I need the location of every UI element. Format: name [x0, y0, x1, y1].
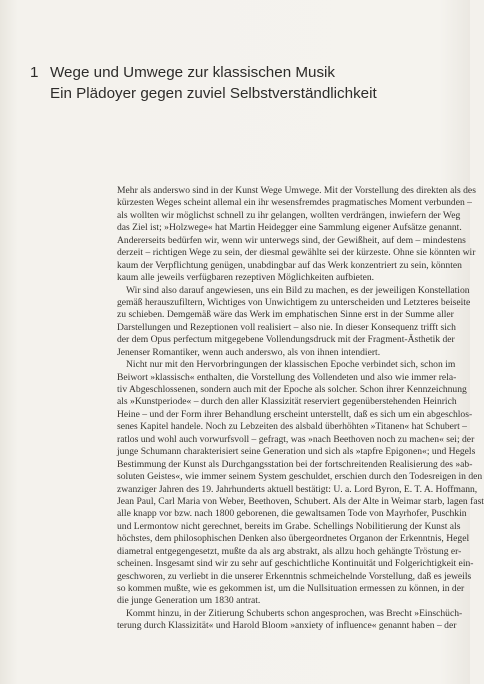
- text-line: Darstellungen und Rezeptionen voll realisiert – also nie. In dieser Konsequenz trifft sich: [117, 321, 456, 333]
- text-line: terung durch Klassizität« und Harold Bloom »anxiety of influence« genannt haben – der: [117, 620, 457, 632]
- text-line: gemäß herauszufiltern, Wichtiges von Unwichtigem zu unterscheiden und Letzteres beiseite: [117, 296, 471, 308]
- text-line: zu schieben. Demgemäß wäre das Werk im emphatischen Sinne erst in der Summe aller: [117, 309, 454, 321]
- text-line: soluten Geistes«, wie immer seinem System geschuldet, erschien durch den Todesreigen in den: [117, 471, 483, 483]
- text-line: junge Schumann charakterisiert seine Generation und sich als »tapfre Epigonen«; und Hegels: [117, 446, 476, 458]
- text-line: Bestimmung der Kunst als Durchgangsstation bei der fortschreitenden Realisierung des »ab-: [117, 458, 473, 470]
- text-line: diametral entgegengesetzt, mußte da als arg abstrakt, als allzu hoch gehängte Tröstung er-: [117, 545, 462, 557]
- text-line: Andererseits bedürfen wir, wenn wir unterwegs sind, der Gewißheit, auf dem – mindestens: [117, 234, 466, 246]
- text-line: ratlos und wohl auch vorwurfsvoll – gefragt, was »nach Beethoven noch zu machen« sei; der: [117, 433, 475, 445]
- text-line: und Lermontow nicht gerechnet, bereits im Grabe. Schellings Nobilitierung der Kunst als: [117, 520, 461, 532]
- text-line: kürzesten Weges scheint allemal ein ihr wesensfremdes pragmatisches Moment verbunden –: [117, 197, 472, 209]
- text-line: Jenenser Romantiker, wenn auch anderswo, als von ihnen intendiert.: [117, 346, 381, 358]
- text-line: als »Kunstperiode« – durch den aller Klassizität reserviert gegenüberstehenden Heinrich: [117, 396, 457, 408]
- text-line: zwanziger Jahren des 19. Jahrhunderts aktuell bestätigt: U. a. Lord Byron, E. T. A. Hoffmann,: [117, 483, 478, 495]
- chapter-subtitle: Ein Plädoyer gegen zuviel Selbstverständlichkeit: [50, 85, 377, 102]
- text-line: als wollten wir möglichst schnell zu ihr gelangen, wollten verdrängen, inwiefern der Weg: [117, 209, 461, 221]
- text-line: die junge Generation um 1830 antrat.: [117, 595, 261, 607]
- text-line: Mehr als anderswo sind in der Kunst Wege Umwege. Mit der Vorstellung des direkten als des: [117, 185, 476, 196]
- text-line: kaum der Verpflichtung genügen, unabdingbar auf das Werk konzentriert zu sein, könnten: [117, 259, 462, 271]
- text-line: das Ziel ist; »Holzwege« hat Martin Heidegger eine Sammlung eigener Aufsätze genannt.: [117, 222, 462, 234]
- text-line: senes Kapitel handele. Noch zu Lebzeiten des alsbald überhöhten »Titanen« hat Schubert –: [117, 421, 467, 433]
- text-line: höchstes, dem philosophischen Denken also übergeordnetes Organon der Erkenntnis, Hegel: [117, 533, 470, 545]
- text-line: Kommt hinzu, in der Zitierung Schuberts schon angesprochen, was Brecht »Einschüch-: [126, 607, 463, 619]
- text-line: alle knapp vor bzw. nach 1800 geborenen, die gewaltsamen Tode von Mayrhofer, Puschkin: [117, 508, 467, 520]
- text-line: kaum alle jeweils verfügbaren rezeptiven Möglichkeiten aufbieten.: [117, 272, 375, 284]
- text-line: Jean Paul, Carl Maria von Weber, Beethoven, Schubert. Als der Alte in Weimar starb, lagen fast: [117, 495, 484, 507]
- text-line: Beiwort »klassisch« enthalten, die Vorstellung des Vollendeten und also wie immer rela-: [117, 371, 457, 383]
- text-line: geschworen, zu verliebt in die unserer Erkenntnis schmeichelnde Vorstellung, daß es jeweils: [117, 570, 472, 582]
- text-line: so kommen mußte, wie es gekommen ist, um die Nullsituation ermessen zu können, in der: [117, 583, 465, 594]
- text-line: Nicht nur mit den Hervorbringungen der klassischen Epoche verbindet sich, schon im: [126, 359, 456, 371]
- chapter-title: Wege und Umwege zur klassischen Musik: [50, 64, 336, 81]
- body-text: [117, 185, 484, 633]
- text-line: der dem Opus perfectum mitgegebene Vollendungsdruck mit der Fragment-Ästhetik der: [117, 334, 455, 346]
- text-line: Heine – und der Form ihrer Behandlung erscheint unterstellt, daß es sich um ein abgeschlos-: [117, 408, 473, 420]
- chapter-number: 1: [30, 64, 39, 81]
- text-line: scheinen. Insgesamt sind wir zu sehr auf geschichtliche Kontinuität und Folgerichtigkeit ein-: [117, 558, 474, 570]
- text-line: Wir sind also darauf angewiesen, uns ein Bild zu machen, es der jeweiligen Konstellation: [126, 284, 470, 296]
- text-line: tiv Abgeschlossenen, sondern auch mit der Epoche als solcher. Schon ihrer Kennzeichnung: [117, 384, 467, 395]
- text-line: derzeit – richtigen Wege zu sein, der diesmal gewählte sei der kürzeste. Ohne sie könnten wir: [117, 247, 476, 259]
